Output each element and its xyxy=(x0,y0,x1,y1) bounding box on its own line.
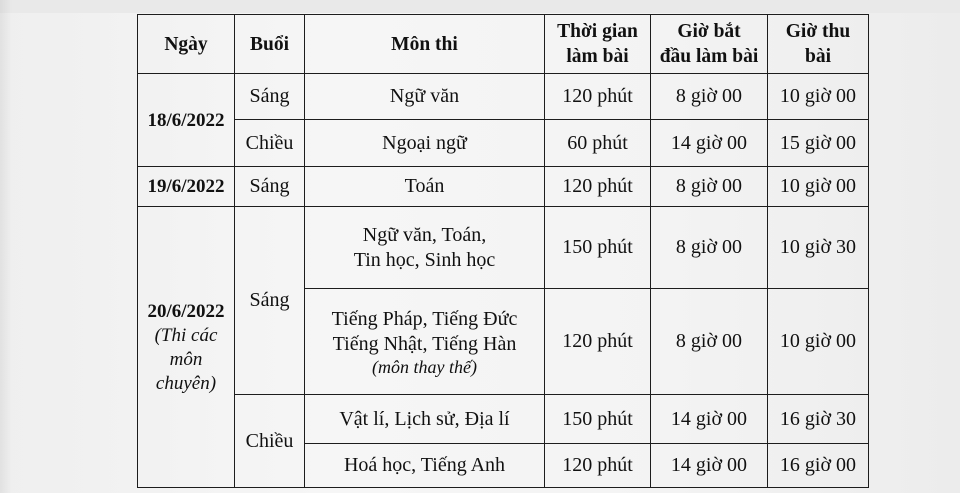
header-duration-line1: Thời gian xyxy=(557,21,638,42)
subject-cell: Hoá học, Tiếng Anh xyxy=(305,444,545,488)
end-time-cell: 10 giờ 00 xyxy=(768,289,869,395)
subject-note: (môn thay thế) xyxy=(372,356,477,377)
start-time-cell: 8 giờ 00 xyxy=(651,289,768,395)
header-duration-line2: làm bài xyxy=(566,46,629,67)
page-edge-shadow xyxy=(0,0,12,493)
duration-cell: 120 phút xyxy=(545,74,651,120)
header-start-time xyxy=(651,15,768,74)
end-time-cell: 10 giờ 30 xyxy=(768,207,869,289)
table-row xyxy=(138,395,869,444)
subject-cell: Toán xyxy=(305,167,545,207)
header-date: Ngày xyxy=(138,15,235,74)
date-note-line1: (Thi các xyxy=(154,324,218,346)
header-session: Buổi xyxy=(235,15,305,74)
end-time-cell: 10 giờ 00 xyxy=(768,167,869,207)
header-row xyxy=(138,15,869,74)
duration-cell: 120 phút xyxy=(545,444,651,488)
duration-cell: 60 phút xyxy=(545,120,651,167)
duration-cell: 120 phút xyxy=(545,167,651,207)
header-end-time xyxy=(768,15,869,74)
session-cell: Sáng xyxy=(235,207,305,395)
header-subject: Môn thi xyxy=(305,15,545,74)
start-time-cell: 14 giờ 00 xyxy=(651,395,768,444)
date-value: 20/6/2022 xyxy=(147,300,225,322)
session-cell: Chiều xyxy=(235,395,305,488)
start-time-cell: 8 giờ 00 xyxy=(651,207,768,289)
subject-cell xyxy=(305,207,545,289)
subject-cell: Ngữ văn xyxy=(305,74,545,120)
start-time-cell: 14 giờ 00 xyxy=(651,120,768,167)
start-time-cell: 14 giờ 00 xyxy=(651,444,768,488)
header-duration xyxy=(545,15,651,74)
subject-line1: Tiếng Pháp, Tiếng Đức xyxy=(331,307,518,330)
table-row xyxy=(138,120,869,167)
start-time-cell: 8 giờ 00 xyxy=(651,167,768,207)
session-cell: Sáng xyxy=(235,74,305,120)
duration-cell: 120 phút xyxy=(545,289,651,395)
table-row xyxy=(138,207,869,289)
table-row xyxy=(138,167,869,207)
end-time-cell: 15 giờ 00 xyxy=(768,120,869,167)
exam-schedule-table xyxy=(137,14,869,488)
header-start-line2: đầu làm bài xyxy=(659,46,759,67)
end-time-cell: 16 giờ 00 xyxy=(768,444,869,488)
cropped-text-strip xyxy=(0,0,960,13)
date-cell: 18/6/2022 xyxy=(138,74,235,167)
header-end-line2: bài xyxy=(804,46,831,67)
subject-cell xyxy=(305,289,545,395)
session-cell: Chiều xyxy=(235,120,305,167)
session-cell: Sáng xyxy=(235,167,305,207)
start-time-cell: 8 giờ 00 xyxy=(651,74,768,120)
header-end-line1: Giờ thu xyxy=(785,21,851,42)
date-note-line3: chuyên) xyxy=(155,372,217,394)
subject-cell: Vật lí, Lịch sử, Địa lí xyxy=(305,395,545,444)
date-cell xyxy=(138,207,235,488)
duration-cell: 150 phút xyxy=(545,395,651,444)
date-note-line2: môn xyxy=(169,348,203,370)
end-time-cell: 10 giờ 00 xyxy=(768,74,869,120)
subject-line2: Tin học, Sinh học xyxy=(353,248,496,271)
header-start-line1: Giờ bắt xyxy=(677,21,741,42)
subject-line1: Ngữ văn, Toán, xyxy=(362,223,487,246)
table-row xyxy=(138,74,869,120)
date-cell: 19/6/2022 xyxy=(138,167,235,207)
subject-cell: Ngoại ngữ xyxy=(305,120,545,167)
end-time-cell: 16 giờ 30 xyxy=(768,395,869,444)
duration-cell: 150 phút xyxy=(545,207,651,289)
subject-line2: Tiếng Nhật, Tiếng Hàn xyxy=(332,332,517,355)
